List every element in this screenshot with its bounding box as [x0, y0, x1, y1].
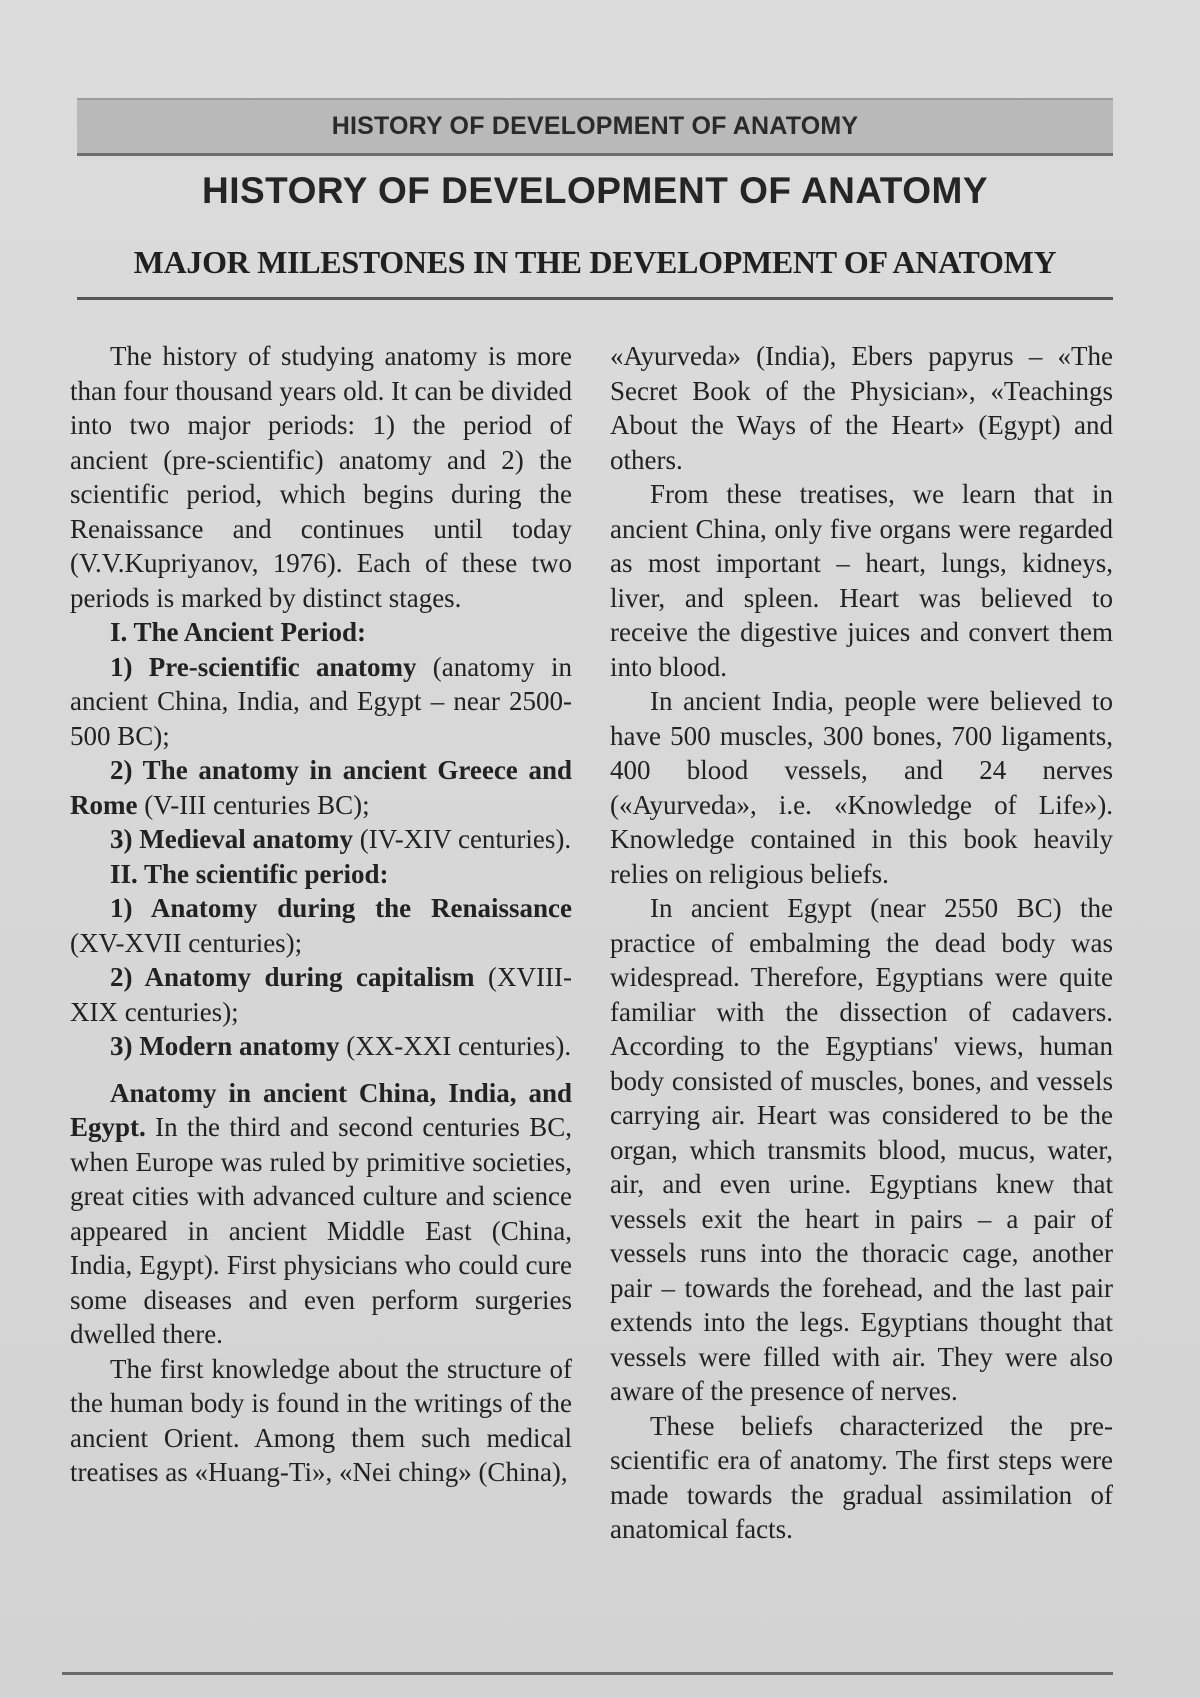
ancient-period-heading: I. The Ancient Period:: [110, 617, 366, 647]
first-knowledge-paragraph: The first knowledge about the structure of the human body is found in the writings of the ancient Orient. Among them such medical treatises as «Huang-Ti», «Nei ching» (China),: [70, 1353, 572, 1487]
ancient-egypt-paragraph: In ancient Egypt (near 2550 BC) the practice of embalming the dead body was widespread. Therefore, Egyptians were quite familiar with the dissection of cadavers. According to the Egyptians' views, human body consisted of muscles, bones, and vessels carrying air. Heart was considered to be the organ, which transmits blood, mucus, water, air, and even urine. Egyptians knew that vessels exit the heart in pairs – a pair of vessels runs into the thoracic cage, another pair – towards the forehead, and the last pair extends into the legs. Egyptians thought that vessels were filled with air. They were also aware of the presence of nerves.: [610, 893, 1113, 1406]
intro-paragraph: The history of studying anatomy is more than four thousand years old. It can be divided into two major periods: 1) the period of ancient (pre-scientific) anatomy and 2) the scientific period, which begins during the Renaissance and continues until today (V.V.Kupriyanov, 1976). Each of these two periods is marked by distinct stages.: [70, 341, 572, 613]
scientific-stage-2: 2) Anatomy during capitalism (XVIII-XIX centuries);: [70, 962, 573, 1027]
section-title: MAJOR MILESTONES IN THE DEVELOPMENT OF ANATOMY: [133, 244, 1057, 280]
ancient-china-paragraph: From these treatises, we learn that in ancient China, only five organs were regarded as most important – heart, lungs, kidneys, liver, and spleen. Heart was believed to receive the digestive juices and convert them into blood.: [610, 479, 1113, 682]
bottom-rule: [62, 1672, 1113, 1675]
ancient-stage-2: 2) The anatomy in ancient Greece and Rome (V-III centuries BC);: [70, 755, 572, 820]
running-head: HISTORY OF DEVELOPMENT OF ANATOMY: [77, 98, 1113, 156]
left-column: [70, 339, 572, 1490]
ancient-china-india-egypt-paragraph: Anatomy in ancient China, India, and Egypt. In the third and second centuries BC, when Europe was ruled by primitive societies, great cities with advanced culture and science appeared in ancient Middle East (China, India, Egypt). First physicians who could cure some diseases and even perform surgeries dwelled there.: [70, 1077, 572, 1349]
chapter-title: HISTORY OF DEVELOPMENT OF ANATOMY: [201, 170, 989, 211]
ancient-india-paragraph: In ancient India, people were believed to have 500 muscles, 300 bones, 700 ligaments, 400 blood vessels, and 24 nerves («Ayurveda», i.e. «Knowledge of Life»). Knowledge contained in this book heavily relies on religious beliefs.: [610, 686, 1113, 889]
scientific-stage-1: 1) Anatomy during the Renaissance (XV-XVII centuries);: [70, 893, 572, 958]
ancient-stage-1: 1) Pre-scientific anatomy (anatomy in ancient China, India, and Egypt – near 2500-500 BC);: [70, 651, 573, 751]
pre-scientific-era-paragraph: These beliefs characterized the pre-scientific era of anatomy. The first steps were made towards the gradual assimilation of anatomical facts.: [610, 1410, 1113, 1544]
continued-paragraph: «Ayurveda» (India), Ebers papyrus – «The Secret Book of the Physician», «Teachings About the Ways of the Heart» (Egypt) and others.: [610, 341, 1113, 475]
ancient-stage-3: 3) Medieval anatomy (IV-XIV centuries).: [110, 824, 572, 854]
scientific-stage-3: 3) Modern anatomy (XX-XXI centuries).: [110, 1031, 572, 1061]
right-column: [610, 339, 1113, 1547]
scientific-period-heading: II. The scientific period:: [110, 858, 389, 889]
title-rule: [77, 297, 1113, 300]
